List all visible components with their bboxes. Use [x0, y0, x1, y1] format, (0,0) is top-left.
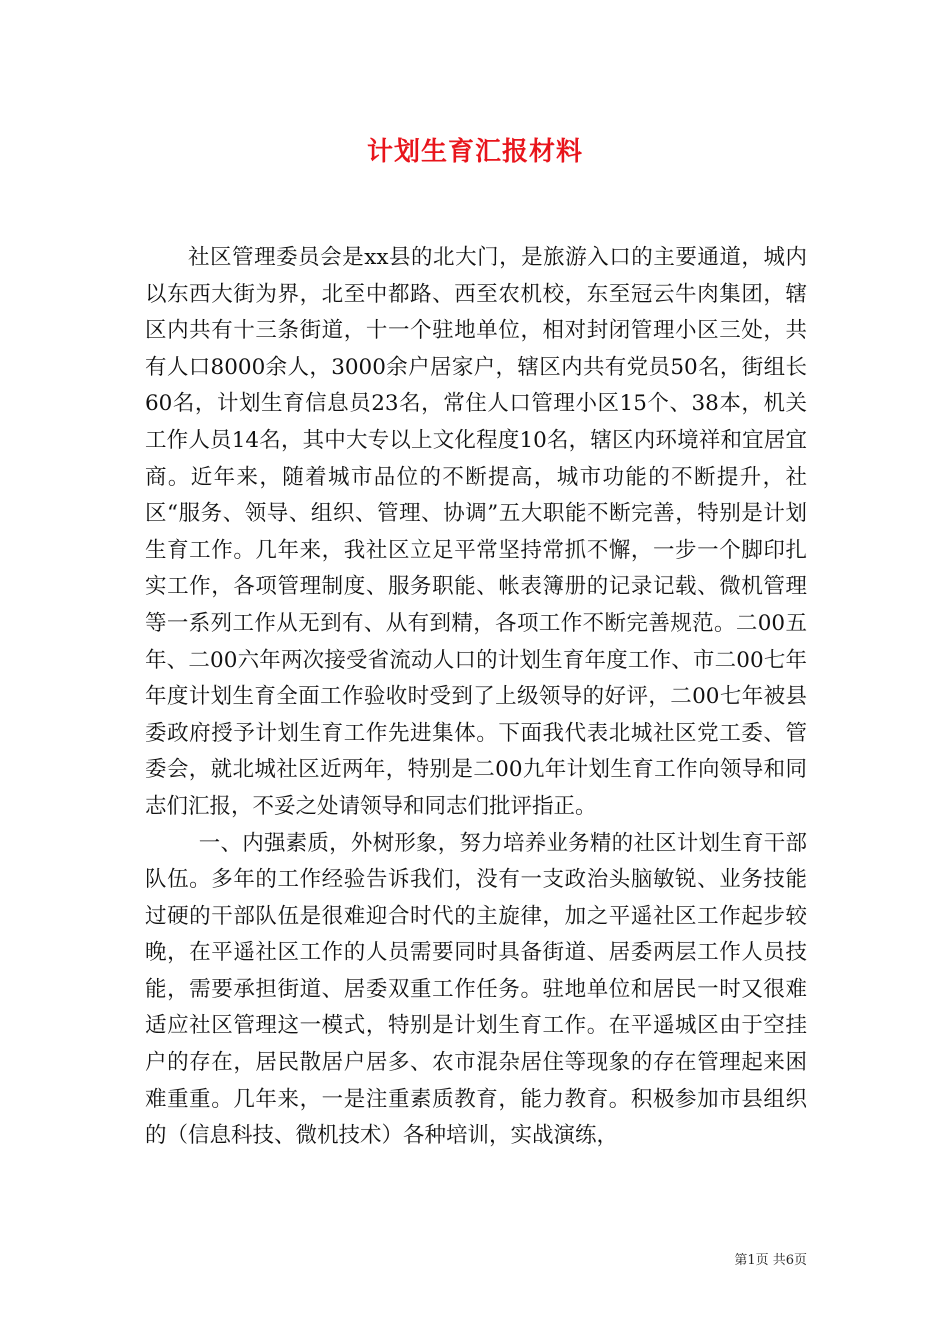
body-paragraph: 社区管理委员会是xx县的北大门，是旅游入口的主要通道，城内以东西大街为界，北至中都路、西至农机校，东至冠云牛肉集团，辖区内共有十三条街道，十一个驻地单位，相对封闭管理小区三处，共有人口8000余人，3000余户居家户，辖区内共有党员50名，街组长60名，计划生育信息员23名，常住人口管理小区15个、38本，机关工作人员14名，其中大专以上文化程度10名，辖区内环境祥和宜居宜商。近年来，随着城市品位的不断提高，城市功能的不断提升，社区“服务、领导、组织、管理、协调”五大职能不断完善，特别是计划生育工作。几年来，我社区立足平常坚持常抓不懈，一步一个脚印扎实工作，各项管理制度、服务职能、帐表簿册的记录记载、微机管理等一系列工作从无到有、从有到精，各项工作不断完善规范。二00五年、二00六年两次接受省流动人口的计划生育年度工作、市二00七年年度计划生育全面工作验收时受到了上级领导的好评，二00七年被县委政府授予计划生育工作先进集体。下面我代表北城社区党工委、管委会，就北城社区近两年，特别是二00九年计划生育工作向领导和同志们汇报，不妥之处请领导和同志们批评指正。 — [145, 245, 808, 819]
document-title: 计划生育汇报材料 — [366, 137, 583, 167]
page-number: 第1页 共6页 — [734, 1253, 807, 1268]
body-paragraph: 一、内强素质，外树形象，努力培养业务精的社区计划生育干部队伍。多年的工作经验告诉我们，没有一支政治头脑敏锐、业务技能过硬的干部队伍是很难迎合时代的主旋律，加之平遥社区工作起步较晚，在平遥社区工作的人员需要同时具备街道、居委两层工作人员技能，需要承担街道、居委双重工作任务。驻地单位和居民一时又很难适应社区管理这一模式，特别是计划生育工作。在平遥城区由于空挂户的存在，居民散居户居多、农市混杂居住等现象的存在管理起来困难重重。几年来，一是注重素质教育，能力教育。积极参加市县组织的（信息科技、微机技术）各种培训，实战演练， — [145, 830, 807, 1149]
document-body — [145, 240, 807, 1155]
